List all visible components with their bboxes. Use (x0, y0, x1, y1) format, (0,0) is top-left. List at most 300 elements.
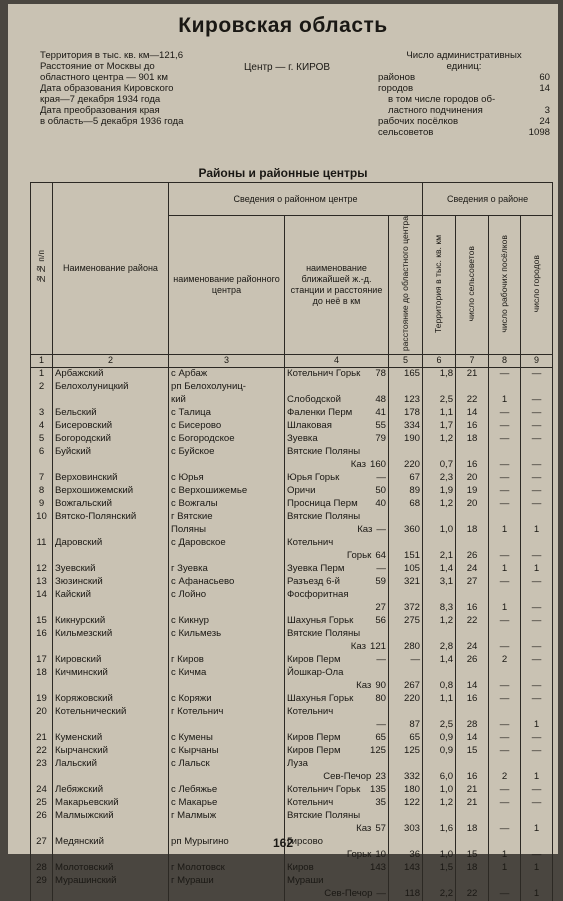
settlements-count: — (489, 797, 521, 810)
district-center (169, 823, 285, 836)
admin-unit-label: городов (378, 83, 414, 94)
distance-to-center (389, 589, 423, 602)
cities-count: — (521, 745, 553, 758)
districts-table (30, 182, 553, 901)
territory (423, 706, 456, 719)
railway-station-cell (285, 394, 389, 407)
station-distance: 59 (375, 576, 386, 588)
table-row (31, 784, 553, 797)
distance-to-center: 143 (389, 862, 423, 875)
row-number: 22 (31, 745, 53, 758)
district-center: рп Белохолуниц- (169, 381, 285, 394)
railway-station-cell (285, 693, 389, 706)
cities-count: — (521, 459, 553, 472)
district-name: Даровский (53, 537, 169, 550)
station-distance: 48 (375, 394, 386, 406)
distance-to-center: 151 (389, 550, 423, 563)
selsovets-count: 24 (456, 563, 489, 576)
admin-unit-value: 60 (539, 72, 550, 83)
table-row (31, 537, 553, 550)
station-distance: 65 (375, 732, 386, 744)
distance-to-center: 372 (389, 602, 423, 615)
station-distance: 50 (375, 485, 386, 497)
table-row (31, 719, 553, 732)
territory: 1,1 (423, 407, 456, 420)
selsovets-count: 14 (456, 732, 489, 745)
settlements-count: — (489, 823, 521, 836)
settlements-count: — (489, 576, 521, 589)
territory: 2,5 (423, 719, 456, 732)
district-center: с Талица (169, 407, 285, 420)
selsovets-count: 27 (456, 576, 489, 589)
territory: 6,0 (423, 771, 456, 784)
territory: 1,0 (423, 524, 456, 537)
district-center: г Мураши (169, 875, 285, 888)
settlements-count: 1 (489, 849, 521, 862)
selsovets-count: 28 (456, 719, 489, 732)
distance-to-center: 334 (389, 420, 423, 433)
table-row (31, 459, 553, 472)
railway-station: Горьк (346, 550, 372, 562)
district-name: Зюзинский (53, 576, 169, 589)
table-row (31, 706, 553, 719)
column-number: 4 (285, 355, 389, 368)
railway-station-cell (285, 511, 389, 524)
selsovets-count: 16 (456, 693, 489, 706)
column-number: 5 (389, 355, 423, 368)
row-number: 28 (31, 862, 53, 875)
cities-count: — (521, 602, 553, 615)
settlements-count (489, 810, 521, 823)
railway-station: Котельнич Горьк (287, 784, 361, 796)
admin-units-heading: Число административных (406, 50, 522, 61)
railway-station: Фаленки Перм (287, 407, 353, 419)
table-row (31, 745, 553, 758)
territory: 2,3 (423, 472, 456, 485)
row-number: 29 (31, 875, 53, 888)
railway-station-cell (285, 797, 389, 810)
district-center: с Бисерово (169, 420, 285, 433)
admin-unit-row (378, 127, 550, 138)
cities-count (521, 537, 553, 550)
railway-station-cell (285, 719, 389, 732)
station-distance: 125 (369, 745, 386, 757)
territory (423, 875, 456, 888)
distance-to-center: 280 (389, 641, 423, 654)
territory: 1,9 (423, 485, 456, 498)
table-row (31, 394, 553, 407)
table-row (31, 485, 553, 498)
table-row (31, 680, 553, 693)
cities-count: — (521, 420, 553, 433)
territory (423, 446, 456, 459)
station-distance: 35 (375, 797, 386, 809)
railway-station: Йошкар-Ола (287, 667, 344, 679)
cities-count: — (521, 498, 553, 511)
district-name: Котельнический (53, 706, 169, 719)
cities-count: — (521, 641, 553, 654)
station-distance: 135 (369, 784, 386, 796)
railway-station-cell (285, 537, 389, 550)
cities-count: — (521, 784, 553, 797)
admin-unit-value: 14 (539, 83, 550, 94)
railway-station-cell (285, 732, 389, 745)
row-number: 4 (31, 420, 53, 433)
railway-station: Фосфоритная (287, 589, 349, 601)
admin-unit-label: ластного подчинения (388, 105, 483, 116)
territory (423, 589, 456, 602)
district-center: с Коряжи (169, 693, 285, 706)
district-center: с Кумены (169, 732, 285, 745)
territory: 2,1 (423, 550, 456, 563)
distance-to-center: 36 (389, 849, 423, 862)
cities-count: — (521, 680, 553, 693)
admin-unit-label: районов (378, 72, 416, 83)
railway-station: Сев-Печор (323, 771, 372, 783)
table-row (31, 472, 553, 485)
distance-to-center: 332 (389, 771, 423, 784)
header-center-group: Сведения о районном центре (169, 183, 423, 216)
selsovets-count: 18 (456, 823, 489, 836)
distance-to-center (389, 381, 423, 394)
table-row (31, 654, 553, 667)
railway-station: Котельнич (287, 537, 334, 549)
settlements-count: 1 (489, 602, 521, 615)
column-numbers-row (31, 355, 553, 368)
settlements-count (489, 667, 521, 680)
table-row (31, 563, 553, 576)
settlements-count: 1 (489, 524, 521, 537)
selsovets-count: 16 (456, 602, 489, 615)
distance-to-center (389, 758, 423, 771)
district-center: с Макарье (169, 797, 285, 810)
settlements-count: — (489, 888, 521, 901)
row-number: 10 (31, 511, 53, 524)
table-row (31, 446, 553, 459)
settlements-count: — (489, 641, 521, 654)
railway-station: Горьк (346, 849, 372, 861)
railway-station: Шахунья Горьк (287, 693, 354, 705)
admin-unit-row (378, 94, 550, 105)
settlements-count: 2 (489, 771, 521, 784)
distance-to-center: — (389, 654, 423, 667)
admin-units-heading: единиц: (446, 61, 482, 72)
railway-station: Разъезд 6-й (287, 576, 340, 588)
cities-count: 1 (521, 862, 553, 875)
column-number: 6 (423, 355, 456, 368)
admin-unit-row (378, 116, 550, 127)
district-name: Кырчанский (53, 745, 169, 758)
selsovets-count: 15 (456, 745, 489, 758)
territory: 1,2 (423, 797, 456, 810)
distance-to-center (389, 667, 423, 680)
station-distance: — (376, 719, 386, 731)
railway-station: Вятские Поляны (287, 511, 361, 523)
settlements-count (489, 381, 521, 394)
selsovets-count (456, 511, 489, 524)
cities-count: — (521, 472, 553, 485)
district-center: кий (169, 394, 285, 407)
district-name (53, 771, 169, 784)
railway-station-cell (285, 485, 389, 498)
selsovets-count (456, 667, 489, 680)
railway-station: Вятские Поляны (287, 446, 361, 458)
column-number: 1 (31, 355, 53, 368)
railway-station-cell (285, 563, 389, 576)
row-number (31, 602, 53, 615)
cities-count: — (521, 394, 553, 407)
cities-count: 1 (521, 719, 553, 732)
settlements-count (489, 446, 521, 459)
selsovets-count: 21 (456, 797, 489, 810)
row-number (31, 459, 53, 472)
table-row (31, 641, 553, 654)
cities-count: 1 (521, 524, 553, 537)
district-center: г Молотовск (169, 862, 285, 875)
station-distance: 57 (375, 823, 386, 835)
table-row (31, 862, 553, 875)
district-center: с Лебяжье (169, 784, 285, 797)
selsovets-count: 20 (456, 472, 489, 485)
railway-station: Оричи (287, 485, 316, 497)
station-distance: 79 (375, 433, 386, 445)
cities-count (521, 628, 553, 641)
district-center: г Киров (169, 654, 285, 667)
cities-count: — (521, 797, 553, 810)
district-center (169, 849, 285, 862)
distance-to-center: 321 (389, 576, 423, 589)
railway-station-cell (285, 550, 389, 563)
railway-station: Котельнич Горьк (287, 368, 361, 380)
distance-to-center (389, 511, 423, 524)
district-center (169, 888, 285, 901)
district-center: г Котельнич (169, 706, 285, 719)
distance-to-center: 360 (389, 524, 423, 537)
table-row (31, 628, 553, 641)
table-row (31, 602, 553, 615)
selsovets-count: 20 (456, 498, 489, 511)
row-number: 14 (31, 589, 53, 602)
distance-to-center: 275 (389, 615, 423, 628)
railway-station-cell (285, 654, 389, 667)
railway-station: Киров Перм (287, 732, 341, 744)
district-center: с Верхошижемье (169, 485, 285, 498)
admin-unit-label: рабочих посёлков (378, 116, 459, 127)
cities-count (521, 758, 553, 771)
railway-station-cell (285, 628, 389, 641)
station-distance: 41 (375, 407, 386, 419)
distance-to-center: 190 (389, 433, 423, 446)
row-number: 25 (31, 797, 53, 810)
table-row (31, 420, 553, 433)
station-distance: — (376, 888, 386, 900)
district-center: с Юрья (169, 472, 285, 485)
station-distance: 23 (375, 771, 386, 783)
distance-to-center (389, 706, 423, 719)
cities-count: — (521, 485, 553, 498)
railway-station-cell (285, 576, 389, 589)
district-center (169, 771, 285, 784)
district-center (169, 550, 285, 563)
station-distance: 55 (375, 420, 386, 432)
cities-count: — (521, 615, 553, 628)
row-number (31, 823, 53, 836)
railway-station-cell (285, 524, 389, 537)
district-center: г Зуевка (169, 563, 285, 576)
distance-to-center: 105 (389, 563, 423, 576)
row-number: 1 (31, 368, 53, 382)
column-number: 9 (521, 355, 553, 368)
district-name: Зуевский (53, 563, 169, 576)
admin-unit-row (378, 83, 550, 94)
selsovets-count (456, 706, 489, 719)
row-number (31, 849, 53, 862)
railway-station: Шлаковая (287, 420, 332, 432)
row-number: 17 (31, 654, 53, 667)
district-name: Мурашинский (53, 875, 169, 888)
settlements-count: — (489, 420, 521, 433)
cities-count: 1 (521, 823, 553, 836)
admin-unit-row (378, 72, 550, 83)
settlements-count: — (489, 485, 521, 498)
district-center (169, 680, 285, 693)
fact-line: Дата образования Кировского (40, 83, 174, 94)
district-name: Молотовский (53, 862, 169, 875)
station-distance: — (376, 563, 386, 575)
admin-unit-label: сельсоветов (378, 127, 434, 138)
selsovets-count: 26 (456, 550, 489, 563)
distance-to-center: 125 (389, 745, 423, 758)
row-number (31, 888, 53, 901)
district-name: Медянский (53, 836, 169, 849)
selsovets-count (456, 537, 489, 550)
cities-count: — (521, 693, 553, 706)
territory: 1,4 (423, 654, 456, 667)
row-number: 16 (31, 628, 53, 641)
row-number: 13 (31, 576, 53, 589)
table-row (31, 368, 553, 382)
district-center: с Кикнур (169, 615, 285, 628)
header-selsovets: число сельсоветов (456, 216, 489, 355)
row-number (31, 394, 53, 407)
district-center: с Арбаж (169, 368, 285, 382)
settlements-count (489, 589, 521, 602)
row-number (31, 524, 53, 537)
district-name: Бельский (53, 407, 169, 420)
row-number: 20 (31, 706, 53, 719)
table-row (31, 693, 553, 706)
district-name (53, 459, 169, 472)
territory: 1,2 (423, 615, 456, 628)
row-number: 6 (31, 446, 53, 459)
fact-line: Территория в тыс. кв. км—121,6 (40, 50, 184, 61)
selsovets-count: 14 (456, 680, 489, 693)
table-row (31, 589, 553, 602)
row-number: 2 (31, 381, 53, 394)
selsovets-count (456, 589, 489, 602)
row-number: 18 (31, 667, 53, 680)
station-distance: 10 (375, 849, 386, 861)
territory: 0,9 (423, 745, 456, 758)
settlements-count: — (489, 459, 521, 472)
district-name (53, 719, 169, 732)
row-number: 8 (31, 485, 53, 498)
settlements-count (489, 511, 521, 524)
header-district-group: Сведения о районе (423, 183, 553, 216)
cities-count: — (521, 550, 553, 563)
station-distance: 78 (375, 368, 386, 380)
header-center-name: наименование районного центра (169, 216, 285, 355)
district-name (53, 849, 169, 862)
distance-to-center: 165 (389, 368, 423, 382)
table-row (31, 667, 553, 680)
distance-to-center: 65 (389, 732, 423, 745)
railway-station: Луза (287, 758, 308, 770)
settlements-count: — (489, 745, 521, 758)
table-row (31, 797, 553, 810)
settlements-count (489, 628, 521, 641)
territory: 3,1 (423, 576, 456, 589)
fact-line: Дата преобразования края (40, 105, 160, 116)
station-distance: 90 (375, 680, 386, 692)
selsovets-count (456, 628, 489, 641)
distance-to-center (389, 537, 423, 550)
table-row (31, 524, 553, 537)
settlements-count (489, 537, 521, 550)
district-name (53, 550, 169, 563)
district-name: Лебяжский (53, 784, 169, 797)
selsovets-count: 14 (456, 407, 489, 420)
railway-station-cell (285, 641, 389, 654)
railway-station: Каз (357, 524, 373, 536)
railway-station: Сев-Печор (324, 888, 373, 900)
railway-station: Котельнич (287, 706, 334, 718)
selsovets-count (456, 446, 489, 459)
selsovets-count (456, 381, 489, 394)
settlements-count: — (489, 719, 521, 732)
selsovets-count: 15 (456, 849, 489, 862)
station-distance: — (376, 472, 386, 484)
district-name (53, 602, 169, 615)
district-name: Вятско-Полянский (53, 511, 169, 524)
row-number: 21 (31, 732, 53, 745)
railway-station-cell (285, 589, 389, 602)
cities-count (521, 511, 553, 524)
row-number (31, 680, 53, 693)
row-number: 12 (31, 563, 53, 576)
settlements-count: 1 (489, 563, 521, 576)
table-row (31, 810, 553, 823)
districts-table-body (31, 368, 553, 901)
station-distance: 143 (369, 862, 386, 874)
district-name: Кичминский (53, 667, 169, 680)
district-name (53, 823, 169, 836)
district-center (169, 719, 285, 732)
distance-to-center (389, 810, 423, 823)
district-center: с Даровское (169, 537, 285, 550)
station-distance: 56 (375, 615, 386, 627)
admin-unit-row (378, 105, 550, 116)
railway-station-cell (285, 706, 389, 719)
railway-station: Киров Перм (287, 654, 341, 666)
header-settlements: число рабочих посёлков (489, 216, 521, 355)
selsovets-count: 16 (456, 420, 489, 433)
table-row (31, 823, 553, 836)
header-station: наименование ближайшей ж.-д. станции и расстояние до неё в км (285, 216, 389, 355)
settlements-count: 1 (489, 862, 521, 875)
table-title: Районы и районные центры (198, 166, 368, 180)
railway-station-cell (285, 433, 389, 446)
